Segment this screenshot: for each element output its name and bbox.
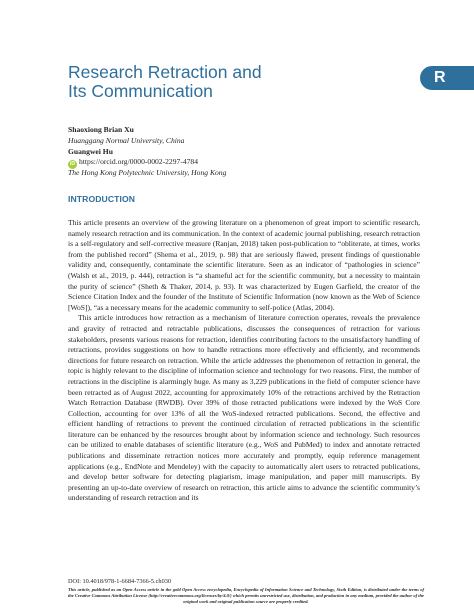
paragraph-2: This article introduces how retraction as a mechanism of literature correction operates, reveals the prevalence and gravity of retracted and retractable publications, discusses the consequences of retraction for various stakeholders, presents various reasons for retraction, identifies contributing factors to the unsatisfactory handling of retractions, provides suggestions on how to handle retractions more effectively and efficiently, and recommends directions for future research on retraction. While the article addresses the phenomenon of retraction in general, the topic is highly relevant to the discipline of information science and technology for two reasons. First, the number of retractions in the discipline is alarmingly huge. As many as 3,229 publications in the field of computer science have been retracted as of August 2022, accounting for approximately 10% of the retractions archived by the Retraction Watch Retraction Database (RWDB). Over 39% of those retracted publications were indexed by the WoS Core Collection, accounting for over 13% of all the WoS-indexed retracted publications. Second, the effective and efficient handling of retractions to prevent the continued circulation of retracted publications in the scientific literature can be enhanced by the resources brought about by information science and technology. Such resources can be utilized to enable databases of scientific literature (e.g., WoS and PubMed) to index and annotate retracted publications and disseminate retraction notices more accurately and promptly, equip reference management applications (e.g., EndNote and Mendeley) with the capacity to automatically alert users to retracted publications, and develop better software for detecting plagiarism, image manipulation, and paper mill manuscripts. By presenting an up-to-date overview of research on retraction, this article aims to advance the scientific community’s understanding of research retraction and its bbox=[68, 313, 420, 503]
author-2-orcid-link[interactable]: https://orcid.org/0000-0002-2297-4784 bbox=[79, 157, 199, 166]
section-letter: R bbox=[434, 69, 446, 86]
article-title-line-1: Research Retraction and bbox=[68, 62, 262, 82]
paragraph-1: This article presents an overview of the growing literature on a phenomenon of great import to scientific research, namely research retraction and its communication. In the context of academic journal publishing, research retraction is a self-regulatory and self-corrective measure (Ranjan, 2018) taken post-publication to “obliterate, at times, works from the published record” (Shema et al., 2019, p. 98) that are seriously flawed, present findings of questionable validity and, consequently, contaminate the scientific literature. Seen as an indicator of “pathologies in science” (Walsh et al., 2019, p. 444), retraction is “a shameful act for the scientific community, but a necessity to maintain the purity of science” (Sheth & Thaker, 2014, p. 93). It was characterized by Eugen Garfield, the creator of the Science Citation Index and the founder of the Institute of Scientific Information (now known as the Web of Science [WoS]), “as a necessary means for the academic community to self-police (Atlas, 2004). bbox=[68, 218, 420, 312]
author-1-affiliation: Huanggang Normal University, China bbox=[68, 136, 185, 145]
license-notice: This article, published as an Open Access article in the gold Open Access encyclopedia, Encyclopedia of Information Science and Technology, Sixth Edition, is distributed under the terms of the Creative Commons Attribution License (http://creativecommons.org/licenses/by/4.0/) which permits unrestricted use, distribution, and production in any medium, provided the author of the original work and original publication source are properly credited. bbox=[68, 587, 424, 604]
author-2-name: Guangwei Hu bbox=[68, 147, 113, 156]
author-1-name: Shaoxiong Brian Xu bbox=[68, 125, 134, 134]
doi: DOI: 10.4018/978-1-6684-7366-5.ch030 bbox=[68, 578, 172, 585]
section-letter-tab bbox=[420, 66, 474, 90]
orcid-icon: iD bbox=[70, 161, 75, 167]
author-2-affiliation: The Hong Kong Polytechnic University, Hong Kong bbox=[68, 168, 227, 177]
article-title bbox=[68, 63, 368, 101]
article-title-line-2: Its Communication bbox=[68, 81, 213, 101]
section-heading: INTRODUCTION bbox=[68, 194, 136, 204]
body-text bbox=[68, 218, 420, 504]
